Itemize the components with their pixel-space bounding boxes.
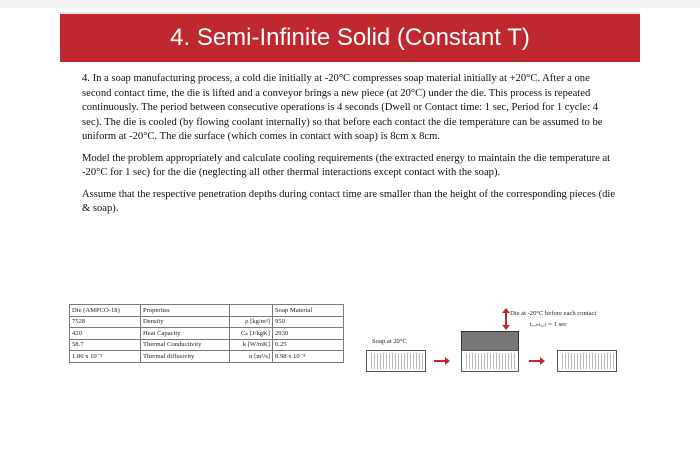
soap-conductivity: 0.25 bbox=[273, 339, 344, 351]
die-conductivity: 58.7 bbox=[70, 339, 141, 351]
header-die: Die (AMPCO-18) bbox=[70, 305, 141, 317]
soap-block-incoming bbox=[366, 350, 426, 372]
title-band bbox=[60, 14, 640, 62]
process-diagram bbox=[364, 300, 624, 380]
unit-conductivity: k [W/mK] bbox=[230, 339, 273, 351]
table-row bbox=[70, 351, 344, 363]
soap-label: Soap at 20°C bbox=[372, 338, 407, 345]
property-heat-capacity: Heat Capacity bbox=[141, 328, 230, 340]
top-bar bbox=[0, 0, 700, 8]
table-row bbox=[70, 328, 344, 340]
problem-text bbox=[82, 72, 620, 224]
header-properties: Properties bbox=[141, 305, 230, 317]
paragraph-assume: Assume that the respective penetration depths during contact time are smaller than the height of the corresponding pieces (die & soap). bbox=[82, 188, 616, 214]
die-diffusivity: 1.86 x 10⁻⁵ bbox=[70, 351, 141, 363]
property-conductivity: Thermal Conductivity bbox=[141, 339, 230, 351]
property-density: Density bbox=[141, 316, 230, 328]
soap-density: 950 bbox=[273, 316, 344, 328]
die-label-line2: t꜀ₒₙₜₐ꜀ₜ = 1 sec bbox=[530, 321, 567, 328]
unit-diffusivity: α [m²/s] bbox=[230, 351, 273, 363]
paragraph-model: Model the problem appropriately and calculate cooling requirements (the extracted energy to maintain the die temperature at -20°C for 1 sec) for the die (neglecting all other thermal interactions except contact with the soap). bbox=[82, 152, 611, 178]
soap-heat-capacity: 2930 bbox=[273, 328, 344, 340]
table-row bbox=[70, 316, 344, 328]
header-soap: Soap Material bbox=[273, 305, 344, 317]
table-header-row bbox=[70, 305, 344, 317]
die-label-line1: Die at -20°C before each contact bbox=[510, 310, 597, 317]
header-units bbox=[230, 305, 273, 317]
conveyor-arrow-2 bbox=[529, 360, 541, 362]
paragraph-problem: 4. In a soap manufacturing process, a cold die initially at -20°C compresses soap material initially at +20°C. After a one second contact time, the die is lifted and a conveyor brings a new piece (at 20°C) under the die. This process is repeated continuously. The period between consecutive operations is 4 seconds (Dwell or Contact time: 1 sec, Period for 1 cycle: 4 sec). The die is cooled (by flowing coolant internally) so that before each contact the die temperature can be assumed to be uniform at -20°C. The die surface (which comes in contact with soap) is 8cm x 8cm. bbox=[82, 73, 603, 142]
die-density: 7528 bbox=[70, 316, 141, 328]
die-heat-capacity: 420 bbox=[70, 328, 141, 340]
conveyor-arrow-1 bbox=[434, 360, 446, 362]
unit-heat-capacity: Cₚ [J/kgK] bbox=[230, 328, 273, 340]
properties-table bbox=[69, 304, 344, 363]
slide-title: 4. Semi-Infinite Solid (Constant T) bbox=[170, 24, 530, 51]
unit-density: ρ [kg/m³] bbox=[230, 316, 273, 328]
property-diffusivity: Thermal diffusivity bbox=[141, 351, 230, 363]
die-motion-arrow bbox=[505, 312, 507, 326]
table-row bbox=[70, 339, 344, 351]
die-block bbox=[461, 331, 519, 352]
soap-block-pressed bbox=[461, 350, 519, 372]
soap-diffusivity: 8.98 x 10⁻⁸ bbox=[273, 351, 344, 363]
soap-block-outgoing bbox=[557, 350, 617, 372]
